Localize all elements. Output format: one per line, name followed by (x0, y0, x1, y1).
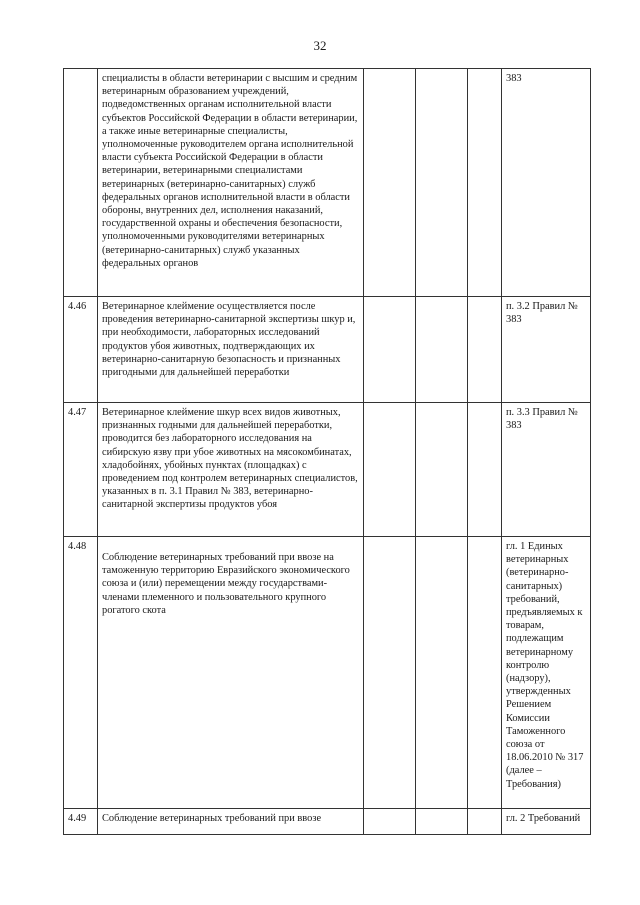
empty-cell (468, 297, 502, 403)
reference-cell: п. 3.3 Правил № 383 (502, 403, 591, 537)
empty-cell (364, 297, 416, 403)
requirement-text: Ветеринарное клеймение осуществляется после проведения ветеринарно-санитарной экспертизы шкур и, при необходимости, лабораторных исследований продуктов убоя животных, подтверждающих их ветеринарно-санитарную безопасность и признанных пригодными для дальнейшей переработки (98, 297, 364, 403)
row-number: 4.47 (64, 403, 98, 537)
empty-cell (416, 69, 468, 297)
reference-cell: гл. 2 Требований (502, 809, 591, 835)
table-row (64, 537, 591, 809)
requirement-text: Соблюдение ветеринарных требований при ввозе на таможенную территорию Евразийского экономического союза и (или) перемещении между государствами-членами племенного и пользовательного крупного рогатого скота (98, 537, 364, 809)
table-row (64, 403, 591, 537)
table-row (64, 809, 591, 835)
empty-cell (364, 403, 416, 537)
empty-cell (364, 809, 416, 835)
page-number: 32 (313, 38, 327, 53)
empty-cell (468, 809, 502, 835)
requirement-text: Ветеринарное клеймение шкур всех видов животных, признанных годными для дальнейшей переработки, проводится без лабораторного исследования на сибирскую язву при убое животных на мясокомбинатах, хладобойнях, убойных пунктах (площадках) с проведением под контролем ветеринарных специалистов, указанных в п. 3.1 Правил № 383, ветеринарно-санитарной экспертизы продуктов убоя (98, 403, 364, 537)
empty-cell (364, 69, 416, 297)
requirement-text: Соблюдение ветеринарных требований при ввозе (98, 809, 364, 835)
empty-cell (416, 297, 468, 403)
row-number: 4.46 (64, 297, 98, 403)
row-number (64, 69, 98, 297)
empty-cell (468, 69, 502, 297)
requirement-text: специалисты в области ветеринарии с высшим и средним ветеринарным образованием учреждений, подведомственных органам исполнительной власти субъектов Российской Федерации в области ветеринарии, а также иные ветеринарные специалисты, уполномоченные руководителем органа исполнительной власти субъекта Российской Федерации в области ветеринарии, ветеринарными специалистами ветеринарных (ветеринарно-санитарных) служб федеральных органов исполнительной власти в области обороны, внутренних дел, исполнения наказаний, государственной охраны и обеспечения безопасности, уполномоченными руководителями ветеринарных (ветеринарно-санитарных) служб указанных федеральных органов (98, 69, 364, 297)
reference-cell: п. 3.2 Правил № 383 (502, 297, 591, 403)
empty-cell (468, 403, 502, 537)
empty-cell (364, 537, 416, 809)
reference-cell: 383 (502, 69, 591, 297)
empty-cell (416, 403, 468, 537)
empty-cell (416, 809, 468, 835)
table-row (64, 297, 591, 403)
empty-cell (416, 537, 468, 809)
table-row (64, 69, 591, 297)
empty-cell (468, 537, 502, 809)
requirements-table (63, 68, 591, 835)
reference-cell: гл. 1 Единых ветеринарных (ветеринарно-санитарных) требований, предъявляемых к товарам, подлежащим ветеринарному контролю (надзору), утвержденных Решением Комиссии Таможенного союза от 18.06.2010 № 317 (далее – Требования) (502, 537, 591, 809)
row-number: 4.49 (64, 809, 98, 835)
row-number: 4.48 (64, 537, 98, 809)
